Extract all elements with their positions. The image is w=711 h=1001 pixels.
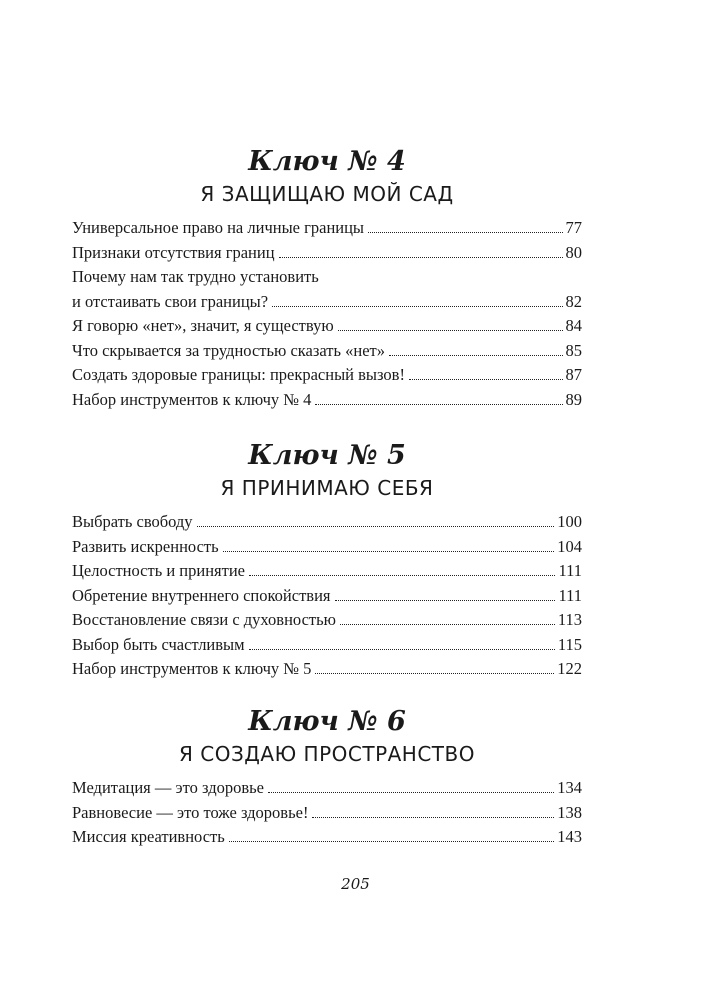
dot-leader — [229, 841, 554, 842]
toc-section-key-6 — [72, 706, 582, 850]
section-subtitle: Я СОЗДАЮ ПРОСТРАНСТВО — [179, 742, 475, 766]
toc-entry-page: 82 — [565, 291, 582, 311]
toc-entry-page: 122 — [557, 659, 582, 678]
toc-entry — [72, 510, 582, 535]
dot-leader — [389, 355, 562, 356]
toc-entry-page: 100 — [557, 512, 582, 531]
toc-entry — [72, 776, 582, 801]
toc-list — [72, 510, 582, 682]
toc-entry-text: Выбор быть счастливым — [72, 634, 245, 654]
dot-leader — [268, 792, 554, 793]
toc-entry-page: 138 — [557, 802, 582, 822]
dot-leader — [272, 306, 562, 307]
toc-entry-text: Медитация — это здоровье — [72, 778, 264, 797]
toc-entry — [72, 265, 582, 314]
section-subtitle: Я ПРИНИМАЮ СЕБЯ — [220, 476, 434, 500]
dot-leader — [338, 330, 563, 331]
toc-entry-text: Набор инструментов к ключу № 5 — [72, 659, 312, 678]
dot-leader — [279, 257, 563, 258]
toc-entry-text: Признаки отсутствия границ — [72, 242, 275, 262]
toc-entry-page: 85 — [565, 340, 582, 360]
toc-entry-page: 113 — [557, 610, 582, 629]
toc-entry-text: Обретение внутреннего спокойствия — [72, 585, 331, 605]
toc-entry-page: 111 — [558, 585, 582, 605]
toc-section-key-4 — [72, 146, 582, 412]
toc-entry-text: Что скрывается за трудностью сказать «нет» — [72, 340, 386, 360]
toc-list — [72, 776, 582, 850]
toc-entry-text: Восстановление связи с духовностью — [72, 610, 336, 629]
dot-leader — [315, 673, 554, 674]
toc-entry-text: Я говорю «нет», значит, я существую — [72, 316, 334, 335]
toc-entry-text: Развить искренность — [72, 536, 219, 556]
dot-leader — [368, 232, 562, 233]
dot-leader — [197, 526, 555, 527]
toc-entry-page: 143 — [557, 827, 582, 846]
dot-leader — [340, 624, 555, 625]
toc-entry-page: 104 — [557, 536, 582, 556]
toc-list — [72, 216, 582, 412]
section-title: Ключ № 6 — [248, 706, 406, 737]
toc-entry-text: Равновесие — это тоже здоровье! — [72, 802, 309, 822]
toc-entry — [72, 657, 582, 682]
toc-entry-page: 115 — [557, 634, 582, 654]
toc-entry-text: Универсальное право на личные границы — [72, 218, 365, 237]
toc-entry — [72, 633, 582, 658]
toc-entry — [72, 584, 582, 609]
dot-leader — [312, 817, 554, 818]
dot-leader — [249, 575, 555, 576]
toc-entry-page: 89 — [565, 389, 582, 409]
toc-entry-text: Создать здоровые границы: прекрасный вызов! — [72, 365, 405, 384]
toc-entry-page: 87 — [565, 365, 582, 384]
dot-leader — [249, 649, 555, 650]
toc-entry — [72, 801, 582, 826]
dot-leader — [335, 600, 556, 601]
toc-entry — [72, 339, 582, 364]
toc-entry — [72, 314, 582, 339]
toc-entry — [72, 608, 582, 633]
toc-entry — [72, 388, 582, 413]
section-title: Ключ № 5 — [248, 440, 406, 471]
page-number: 205 — [341, 875, 370, 893]
toc-entry-text: Выбрать свободу — [72, 512, 193, 531]
toc-entry-page: 111 — [558, 561, 582, 580]
toc-entry — [72, 363, 582, 388]
toc-entry-page: 134 — [557, 778, 582, 797]
toc-entry — [72, 825, 582, 850]
toc-entry-page: 77 — [565, 218, 582, 237]
toc-entry-text: Набор инструментов к ключу № 4 — [72, 389, 312, 409]
toc-entry — [72, 241, 582, 266]
toc-entry — [72, 535, 582, 560]
toc-entry — [72, 216, 582, 241]
toc-entry-text: и отстаивать свои границы? — [72, 291, 269, 311]
toc-entry-text-line1: Почему нам так трудно установить — [72, 267, 319, 286]
toc-entry-page: 84 — [565, 316, 582, 335]
toc-entry-text: Целостность и принятие — [72, 561, 245, 580]
section-title: Ключ № 4 — [248, 146, 406, 177]
dot-leader — [315, 404, 562, 405]
toc-section-key-5 — [72, 440, 582, 682]
toc-entry — [72, 559, 582, 584]
toc-entry-page: 80 — [565, 242, 582, 262]
dot-leader — [223, 551, 555, 552]
toc-entry-text: Миссия креативность — [72, 827, 225, 846]
section-subtitle: Я ЗАЩИЩАЮ МОЙ САД — [200, 182, 454, 206]
dot-leader — [409, 379, 563, 380]
